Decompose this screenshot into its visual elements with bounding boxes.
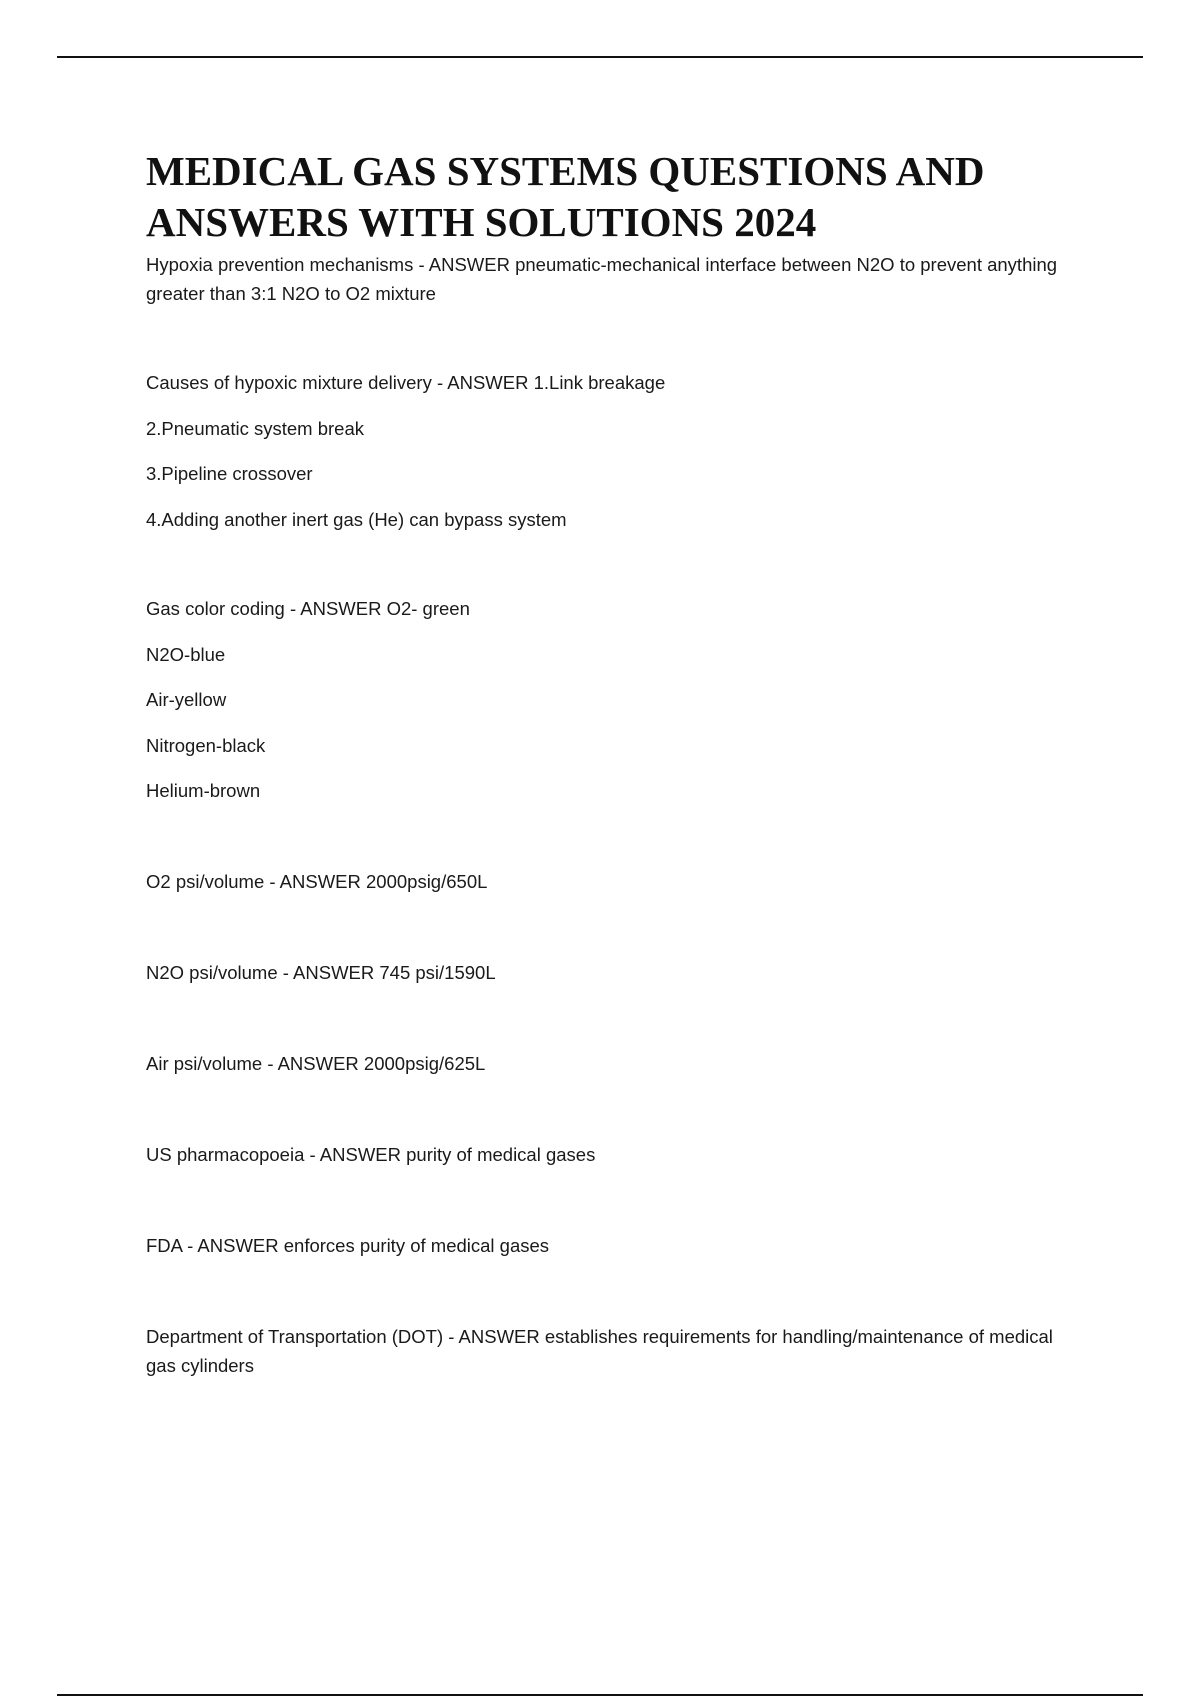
qa-color-helium: Helium-brown (146, 780, 261, 801)
header-rule (57, 56, 1143, 58)
qa-hypoxia-prevention: Hypoxia prevention mechanisms - ANSWER pneumatic-mechanical interface between N2O to prevent anything greater than 3:1 N2O to O2 mixture (146, 254, 1058, 304)
qa-color-nitrogen: Nitrogen-black (146, 735, 266, 756)
qa-cause-3: 3.Pipeline crossover (146, 463, 313, 484)
qa-fda: FDA - ANSWER enforces purity of medical gases (146, 1235, 550, 1256)
qa-cause-2: 2.Pneumatic system break (146, 418, 364, 439)
qa-air-psi-volume: Air psi/volume - ANSWER 2000psig/625L (146, 1053, 486, 1074)
document-body (146, 146, 1086, 1380)
qa-n2o-psi-volume: N2O psi/volume - ANSWER 745 psi/1590L (146, 962, 496, 983)
qa-us-pharmacopoeia: US pharmacopoeia - ANSWER purity of medical gases (146, 1144, 596, 1165)
qa-color-n2o: N2O-blue (146, 644, 226, 665)
qa-color-air: Air-yellow (146, 689, 227, 710)
qa-cause-4: 4.Adding another inert gas (He) can bypass system (146, 509, 567, 530)
title-line-2: ANSWERS WITH SOLUTIONS 2024 (146, 199, 817, 245)
qa-hypoxic-causes: Causes of hypoxic mixture delivery - ANSWER 1.Link breakage (146, 372, 666, 393)
title-line-1: MEDICAL GAS SYSTEMS QUESTIONS AND (146, 148, 985, 194)
qa-dot: Department of Transportation (DOT) - ANSWER establishes requirements for handling/maintenance of medical gas cylinders (146, 1326, 1053, 1376)
footer-rule (57, 1694, 1143, 1696)
qa-o2-psi-volume: O2 psi/volume - ANSWER 2000psig/650L (146, 871, 488, 892)
qa-gas-color-coding: Gas color coding - ANSWER O2- green (146, 598, 470, 619)
document-title (146, 146, 1086, 248)
